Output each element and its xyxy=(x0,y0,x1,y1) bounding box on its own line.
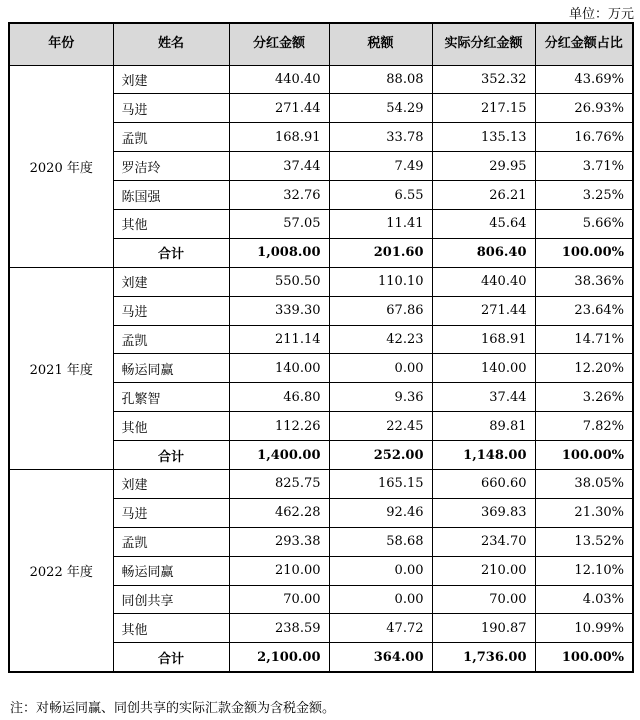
tax-cell: 22.45 xyxy=(329,412,432,441)
actual-dividend-cell: 26.21 xyxy=(432,181,535,210)
table-row xyxy=(9,469,633,498)
table-row xyxy=(9,65,633,94)
dividend-cell: 32.76 xyxy=(229,181,329,210)
tax-cell: 165.15 xyxy=(329,469,432,498)
ratio-cell: 7.82% xyxy=(535,412,633,441)
actual-dividend-cell: 168.91 xyxy=(432,325,535,354)
unit-label: 单位：万元 xyxy=(568,7,634,22)
name-cell: 畅运同赢 xyxy=(113,354,229,383)
actual-dividend-cell: 140.00 xyxy=(432,354,535,383)
year-cell: 2020 年度 xyxy=(9,65,113,267)
actual-dividend-cell: 806.40 xyxy=(432,238,535,267)
ratio-cell: 16.76% xyxy=(535,123,633,152)
ratio-cell: 100.00% xyxy=(535,441,633,470)
ratio-cell: 38.36% xyxy=(535,267,633,296)
dividend-cell: 1,008.00 xyxy=(229,238,329,267)
year-cell: 2021 年度 xyxy=(9,267,113,469)
dividend-cell: 339.30 xyxy=(229,296,329,325)
dividend-cell: 440.40 xyxy=(229,65,329,94)
name-cell: 合计 xyxy=(113,643,229,672)
tax-cell: 92.46 xyxy=(329,498,432,527)
ratio-cell: 23.64% xyxy=(535,296,633,325)
ratio-cell: 100.00% xyxy=(535,643,633,672)
actual-dividend-cell: 440.40 xyxy=(432,267,535,296)
actual-dividend-cell: 70.00 xyxy=(432,585,535,614)
dividend-cell: 550.50 xyxy=(229,267,329,296)
tax-cell: 364.00 xyxy=(329,643,432,672)
dividend-cell: 37.44 xyxy=(229,152,329,181)
dividend-table xyxy=(8,22,634,673)
dividend-cell: 271.44 xyxy=(229,94,329,123)
name-cell: 马进 xyxy=(113,94,229,123)
dividend-cell: 140.00 xyxy=(229,354,329,383)
tax-cell: 47.72 xyxy=(329,614,432,643)
ratio-cell: 3.26% xyxy=(535,383,633,412)
header-year: 年份 xyxy=(9,23,113,65)
name-cell: 马进 xyxy=(113,498,229,527)
name-cell: 其他 xyxy=(113,614,229,643)
ratio-cell: 13.52% xyxy=(535,527,633,556)
table-row xyxy=(9,267,633,296)
ratio-cell: 5.66% xyxy=(535,209,633,238)
name-cell: 其他 xyxy=(113,412,229,441)
ratio-cell: 3.25% xyxy=(535,181,633,210)
dividend-cell: 1,400.00 xyxy=(229,441,329,470)
tax-cell: 6.55 xyxy=(329,181,432,210)
name-cell: 合计 xyxy=(113,441,229,470)
name-cell: 刘建 xyxy=(113,469,229,498)
ratio-cell: 43.69% xyxy=(535,65,633,94)
tax-cell: 7.49 xyxy=(329,152,432,181)
dividend-cell: 238.59 xyxy=(229,614,329,643)
name-cell: 其他 xyxy=(113,209,229,238)
tax-cell: 0.00 xyxy=(329,585,432,614)
name-cell: 刘建 xyxy=(113,65,229,94)
dividend-cell: 168.91 xyxy=(229,123,329,152)
tax-cell: 58.68 xyxy=(329,527,432,556)
dividend-cell: 210.00 xyxy=(229,556,329,585)
actual-dividend-cell: 190.87 xyxy=(432,614,535,643)
name-cell: 孟凯 xyxy=(113,527,229,556)
tax-cell: 252.00 xyxy=(329,441,432,470)
tax-cell: 67.86 xyxy=(329,296,432,325)
tax-cell: 42.23 xyxy=(329,325,432,354)
actual-dividend-cell: 352.32 xyxy=(432,65,535,94)
tax-cell: 0.00 xyxy=(329,556,432,585)
actual-dividend-cell: 1,148.00 xyxy=(432,441,535,470)
dividend-cell: 293.38 xyxy=(229,527,329,556)
name-cell: 刘建 xyxy=(113,267,229,296)
name-cell: 同创共享 xyxy=(113,585,229,614)
tax-cell: 201.60 xyxy=(329,238,432,267)
name-cell: 孔繁智 xyxy=(113,383,229,412)
actual-dividend-cell: 271.44 xyxy=(432,296,535,325)
actual-dividend-cell: 29.95 xyxy=(432,152,535,181)
header-tax: 税额 xyxy=(329,23,432,65)
ratio-cell: 10.99% xyxy=(535,614,633,643)
dividend-cell: 57.05 xyxy=(229,209,329,238)
ratio-cell: 26.93% xyxy=(535,94,633,123)
ratio-cell: 14.71% xyxy=(535,325,633,354)
dividend-cell: 2,100.00 xyxy=(229,643,329,672)
dividend-cell: 825.75 xyxy=(229,469,329,498)
ratio-cell: 12.20% xyxy=(535,354,633,383)
dividend-cell: 462.28 xyxy=(229,498,329,527)
year-cell: 2022 年度 xyxy=(9,469,113,671)
table-header-row xyxy=(9,23,633,65)
name-cell: 孟凯 xyxy=(113,325,229,354)
tax-cell: 9.36 xyxy=(329,383,432,412)
actual-dividend-cell: 210.00 xyxy=(432,556,535,585)
ratio-cell: 3.71% xyxy=(535,152,633,181)
name-cell: 合计 xyxy=(113,238,229,267)
name-cell: 畅运同赢 xyxy=(113,556,229,585)
dividend-cell: 70.00 xyxy=(229,585,329,614)
ratio-cell: 4.03% xyxy=(535,585,633,614)
dividend-cell: 211.14 xyxy=(229,325,329,354)
actual-dividend-cell: 234.70 xyxy=(432,527,535,556)
header-actual: 实际分红金额 xyxy=(432,23,535,65)
actual-dividend-cell: 217.15 xyxy=(432,94,535,123)
ratio-cell: 12.10% xyxy=(535,556,633,585)
actual-dividend-cell: 1,736.00 xyxy=(432,643,535,672)
actual-dividend-cell: 369.83 xyxy=(432,498,535,527)
actual-dividend-cell: 135.13 xyxy=(432,123,535,152)
header-name: 姓名 xyxy=(113,23,229,65)
actual-dividend-cell: 37.44 xyxy=(432,383,535,412)
ratio-cell: 38.05% xyxy=(535,469,633,498)
name-cell: 陈国强 xyxy=(113,181,229,210)
tax-cell: 11.41 xyxy=(329,209,432,238)
name-cell: 罗洁玲 xyxy=(113,152,229,181)
actual-dividend-cell: 45.64 xyxy=(432,209,535,238)
ratio-cell: 100.00% xyxy=(535,238,633,267)
name-cell: 马进 xyxy=(113,296,229,325)
tax-cell: 110.10 xyxy=(329,267,432,296)
actual-dividend-cell: 89.81 xyxy=(432,412,535,441)
dividend-cell: 112.26 xyxy=(229,412,329,441)
tax-cell: 88.08 xyxy=(329,65,432,94)
header-ratio: 分红金额占比 xyxy=(535,23,633,65)
footnote: 注：对畅运同赢、同创共享的实际汇款金额为含税金额。 xyxy=(10,701,336,716)
dividend-cell: 46.80 xyxy=(229,383,329,412)
actual-dividend-cell: 660.60 xyxy=(432,469,535,498)
name-cell: 孟凯 xyxy=(113,123,229,152)
tax-cell: 0.00 xyxy=(329,354,432,383)
header-dividend: 分红金额 xyxy=(229,23,329,65)
ratio-cell: 21.30% xyxy=(535,498,633,527)
table-body xyxy=(9,65,633,672)
tax-cell: 54.29 xyxy=(329,94,432,123)
tax-cell: 33.78 xyxy=(329,123,432,152)
